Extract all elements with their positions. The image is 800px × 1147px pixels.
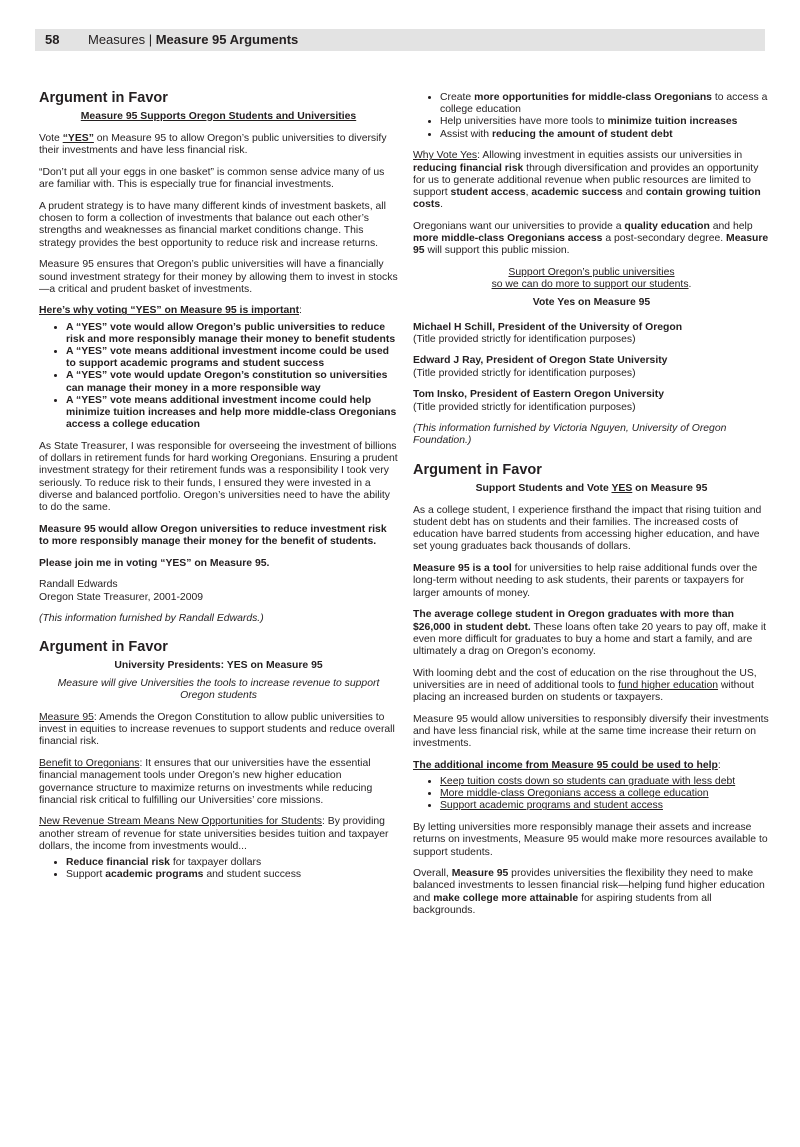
paragraph: Measure 95 would allow Oregon universities to reduce investment risk to more responsibly manage their money for the benefit of students. — [39, 523, 387, 547]
argument-heading: Argument in Favor — [39, 90, 168, 106]
income-heading: The additional income from Measure 95 could be used to help: — [413, 759, 721, 771]
argument-subheading: University Presidents: YES on Measure 95 — [114, 660, 323, 672]
paragraph: Measure 95: Amends the Oregon Constitution to allow public universities to invest in equities to increase revenues to support students and reduce overall financial risk. — [39, 712, 395, 748]
paragraph: Measure 95 is a tool for universities to help raise additional funds over the long-term without needing to ask students, their parents or taxpayers for larger amounts of money. — [413, 563, 758, 599]
paragraph: As State Treasurer, I was responsible for overseeing the investment of billions of dollars in retirement funds for hard working Oregonians. Ensuring a prudent investment strategy for their retirement funds was a responsibility I took very seriously. To reduce risk to their funds, I ensured they were invested in a diverse and balanced portfolio. Oregon’s universities need to have the ability to do the same. — [39, 440, 398, 513]
list-item: • Keep tuition costs down so students can graduate with less debt — [440, 776, 770, 788]
list-item: • Help universities have more tools to minimize tuition increases — [440, 116, 770, 128]
argument-heading: Argument in Favor — [39, 639, 168, 656]
right-column — [413, 90, 770, 927]
why-heading: Here’s why voting “YES” on Measure 95 is important: — [39, 305, 302, 317]
support-line: Support Oregon’s public universities so we can do more to support our students. — [491, 266, 692, 291]
list-item: • Create more opportunities for middle-class Oregonians to access a college education — [440, 92, 770, 116]
income-list — [413, 776, 770, 813]
paragraph: New Revenue Stream Means New Opportunities for Students: By providing another stream of revenue for state universities besides tuition and taxpayer dollars, the income from investments would... — [39, 816, 389, 852]
signer: Tom Insko, President of Eastern Oregon University (Title provided strictly for identification purposes) — [413, 389, 664, 413]
list-item: • Support academic programs and student access — [440, 800, 770, 812]
left-column — [39, 90, 398, 891]
paragraph: Please join me in voting “YES” on Measure 95. — [39, 557, 270, 569]
paragraph: Vote “YES” on Measure 95 to allow Oregon’s public universities to diversify their investments and have less financial risk. — [39, 133, 387, 157]
paragraph: A prudent strategy is to have many different kinds of investment baskets, all chosen to form a collection of investments that balance out each other’s strengths and weaknesses as financial market conditions change. This strategy provides the best opportunity to reduce risk and increase returns. — [39, 201, 386, 249]
paragraph: Overall, Measure 95 provides universities the flexibility they need to make balanced investments to lessen financial risk—helping fund higher education and make college more attainable for aspiring students from all backgrounds. — [413, 868, 765, 916]
list-item: • Reduce financial risk for taxpayer dollars — [66, 857, 398, 869]
paragraph: As a college student, I experience firsthand the impact that rising tuition and student debt has on students and their families. The increased costs of education have barred students from accessing higher education, and have set young graduates back thousands of dollars. — [413, 504, 762, 553]
argument-subheading: Support Students and Vote YES on Measure 95 — [475, 482, 708, 494]
signer: Edward J Ray, President of Oregon State University (Title provided strictly for identification purposes) — [413, 355, 668, 379]
argument-subheading: Measure 95 Supports Oregon Students and Universities — [80, 111, 357, 122]
paragraph: By letting universities more responsibly manage their assets and increase returns on investments, Measure 95 would make more resources available to support students. — [413, 822, 768, 858]
header-title: Measures | Measure 95 Arguments — [88, 32, 299, 47]
why-list — [39, 322, 398, 432]
paragraph: Measure 95 ensures that Oregon’s public universities will have a financially sound investment strategy for their money by allowing them to invest in stocks—a critical and prudent basket of investments. — [39, 259, 398, 295]
paragraph: “Don’t put all your eggs in one basket” is common sense advice many of us are familiar with. This is especially true for financial investments. — [39, 167, 385, 191]
list-item: • Support academic programs and student success — [66, 869, 398, 881]
italic-subheading: Measure will give Universities the tools to increase revenue to support Oregon students — [57, 677, 380, 701]
paragraph: Measure 95 would allow universities to responsibly diversify their investments and have less financial risk, while at the same time increase their return on investments. — [413, 713, 769, 750]
vote-yes-line: Vote Yes on Measure 95 — [532, 297, 651, 309]
paragraph: Why Vote Yes: Allowing investment in equities assists our universities in reducing financial risk through diversification and provides an opportunity for us to generate additional revenue when public resources are limited to support student access, academic success and contain growing tuition costs. — [413, 150, 761, 211]
list-item: • More middle-class Oregonians access a college education — [440, 788, 770, 800]
paragraph: The average college student in Oregon graduates with more than $26,000 in student debt. These loans often take 20 years to pay off, make it even more difficult for graduates to buy a home and start a family, and are ultimately a drag on Oregon’s economy. — [413, 609, 767, 657]
argument-heading: Argument in Favor — [413, 461, 542, 478]
signer: Michael H Schill, President of the University of Oregon (Title provided strictly for identification purposes) — [413, 321, 683, 345]
list-item: • A “YES” vote would allow Oregon’s public universities to reduce risk and more responsibly manage their money to benefit students — [66, 322, 398, 346]
list-item: • Assist with reducing the amount of student debt — [440, 129, 770, 141]
list-item: • A “YES” vote means additional investment income could help minimize tuition increases and help more middle-class Oregonians access a college education — [66, 395, 398, 432]
furnished-note: (This information furnished by Randall Edwards.) — [39, 613, 264, 625]
revenue-list — [39, 857, 398, 881]
page-number: 58 — [45, 32, 60, 47]
paragraph: Benefit to Oregonians: It ensures that our universities have the essential financial management tools under Oregon’s new higher education governance structure to maximize returns on investments while reducing financial risk critical to fulfilling our Universities’ core missions. — [39, 758, 373, 806]
furnished-note: (This information furnished by Victoria Nguyen, University of Oregon Foundation.) — [413, 423, 727, 447]
signature: Randall Edwards Oregon State Treasurer, 2001-2009 — [39, 579, 204, 603]
paragraph: With looming debt and the cost of education on the rise throughout the US, universities are in need of additional tools to fund higher education without placing an increased burden on students or taxpayers. — [413, 667, 757, 704]
list-item: • A “YES” vote means additional investment income could be used to support academic programs and student success — [66, 346, 398, 370]
list-item: • A “YES” vote would update Oregon’s constitution so universities can manage their money in a more responsible way — [66, 370, 398, 394]
paragraph: Oregonians want our universities to provide a quality education and help more middle-class Oregonians access a post-secondary degree. Measure 95 will support this public mission. — [413, 220, 769, 257]
revenue-list-continued — [413, 92, 770, 141]
page-header — [35, 29, 765, 51]
